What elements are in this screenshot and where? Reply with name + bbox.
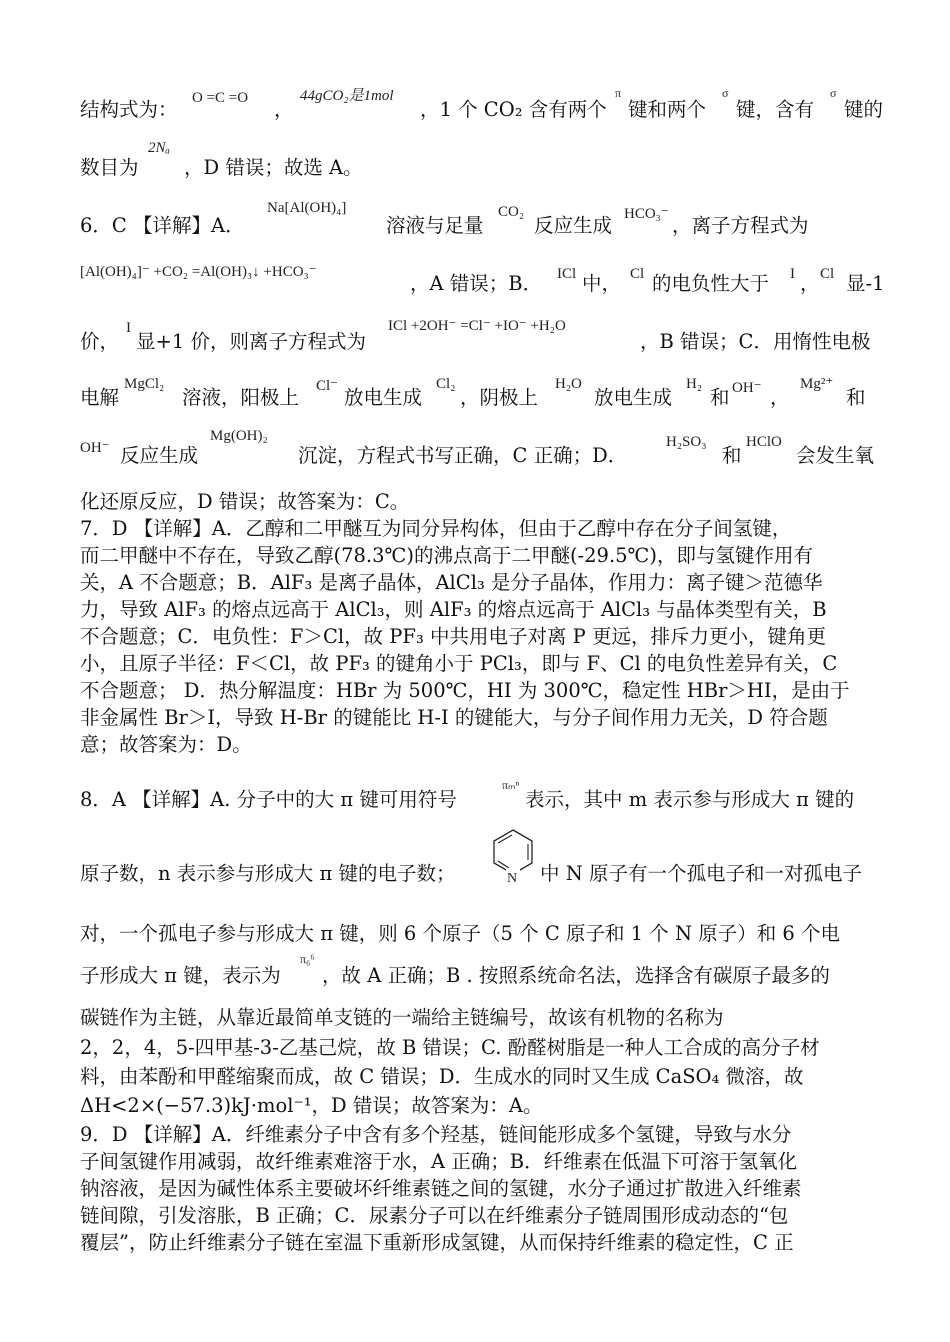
nitrogen-label: N (507, 871, 518, 886)
text-line: 键的 (844, 98, 884, 121)
text-line: 电解 (80, 386, 120, 409)
text-line: 显-1 (846, 272, 885, 295)
text-line: 9．D 【详解】A．纤维素分子中含有多个羟基，链间能形成多个氢键，导致与水分 (80, 1123, 792, 1146)
text-line: 关，A 不合题意；B．AlF₃ 是离子晶体，AlCl₃ 是分子晶体，作用力：离子键＞范德华 (80, 571, 823, 594)
text-line: 而二甲醚中不存在，导致乙醇(78.3℃)的沸点高于二甲醚(-29.5℃)，即与氢键作用有 (80, 544, 813, 567)
formula: I (790, 266, 795, 282)
text-line: ，D 错误；故选 A。 (184, 156, 363, 179)
text-line: 意；故答案为：D。 (80, 733, 252, 756)
text-line: 表示，其中 m 表示参与形成大 π 键的 (525, 788, 855, 811)
text-line: 原子数，n 表示参与形成大 π 键的电子数； (80, 862, 456, 885)
formula: CO₂ (498, 204, 525, 220)
formula: 2Nₐ (148, 140, 170, 156)
text-line: 的电负性大于 (652, 272, 770, 295)
text-line: 子间氢键作用减弱，故纤维素难溶于水，A 正确；B．纤维素在低温下可溶于氢氧化 (80, 1150, 798, 1173)
formula: Cl₂ (436, 376, 456, 392)
text-line: ΔH<2×(−57.3)kJ·mol⁻¹，D 错误；故答案为：A。 (80, 1094, 543, 1117)
formula: H₂ (686, 376, 703, 392)
formula: 44gCO₂是1mol (300, 88, 394, 104)
text-line: 溶液与足量 (386, 214, 484, 237)
text-line: 反应生成 (120, 444, 199, 467)
text-line: 7．D 【详解】A．乙醇和二甲醚互为同分异构体，但由于乙醇中存在分子间氢键， (80, 517, 792, 540)
text-line: ，A 错误；B． (410, 272, 543, 295)
text-line: 力，导致 AlF₃ 的熔点远高于 AlCl₃，则 AlF₃ 的熔点远高于 AlCl₃ 与晶体类型有关，B (80, 598, 827, 621)
formula: Mg(OH)₂ (210, 428, 268, 444)
formula: HClO (746, 434, 782, 450)
text-line: 2，2，4，5-四甲基-3-乙基己烷，故 B 错误；C. 酚醛树脂是一种人工合成的高分子材 (80, 1036, 820, 1059)
formula: ICl (557, 266, 577, 282)
text-line: 价， (80, 330, 120, 353)
text-line: ， (770, 386, 790, 409)
text-line: 料，由苯酚和甲醛缩聚而成，故 C 错误；D．生成水的同时又生成 CaSO₄ 微溶，故 (80, 1065, 804, 1088)
text-line: ，阴极上 (460, 386, 539, 409)
text-line: 溶液，阳极上 (182, 386, 300, 409)
text-line: 放电生成 (594, 386, 673, 409)
formula: O =C =O (192, 90, 249, 106)
text-line: 6．C 【详解】A． (80, 214, 245, 237)
formula: OH⁻ (732, 380, 762, 396)
text-line: ，故 A 正确；B . 按照系统命名法，选择含有碳原子最多的 (322, 964, 830, 987)
text-line: 碳链作为主链，从靠近最简单支链的一端给主链编号，故该有机物的名称为 (80, 1006, 724, 1029)
text-line: 和 (846, 386, 866, 409)
formula: πₘⁿ (502, 778, 520, 792)
pyridine-structure-image (488, 826, 538, 888)
formula: Cl (820, 266, 835, 282)
text-line: 结构式为： (80, 98, 178, 121)
text-line: 反应生成 (534, 214, 613, 237)
text-line: 中， (582, 272, 622, 295)
formula: σ (722, 86, 729, 100)
text-line: 键和两个 (628, 98, 707, 121)
text-line: ，离子方程式为 (672, 214, 809, 237)
formula: [Al(OH)₄]⁻ +CO₂ =Al(OH)₃↓ +HCO₃⁻ (80, 264, 317, 280)
text-line: 中 N 原子有一个孤电子和一对孤电子 (540, 862, 862, 885)
text-line: 8．A 【详解】A. 分子中的大 π 键可用符号 (80, 788, 457, 811)
text-line: 数目为 (80, 156, 139, 179)
text-line: 会发生氧 (796, 444, 875, 467)
text-line: 不合题意；C．电负性：F＞Cl，故 PF₃ 中共用电子对离 P 更远，排斥力更小，键角更 (80, 625, 826, 648)
formula: σ (830, 86, 837, 100)
text-line: 沉淀，方程式书写正确，C 正确；D． (298, 444, 628, 467)
formula: OH⁻ (80, 440, 110, 456)
formula: Na[Al(OH)₄] (267, 200, 347, 216)
text-line: 放电生成 (344, 386, 423, 409)
text-line: 化还原反应，D 错误；故答案为：C。 (80, 490, 410, 513)
text-line: ，1 个 CO₂ 含有两个 (420, 98, 607, 121)
text-line: ，B 错误；C．用惰性电极 (640, 330, 871, 353)
text-line: 子形成大 π 键，表示为 (80, 964, 281, 987)
text-line: 显+1 价，则离子方程式为 (136, 330, 366, 353)
formula: MgCl₂ (124, 376, 165, 392)
formula: π₆⁶ (300, 952, 315, 966)
formula: π (615, 86, 622, 100)
text-line: ， (800, 272, 820, 295)
formula: Mg²⁺ (800, 376, 834, 392)
text-line: 非金属性 Br＞I，导致 H-Br 的键能比 H-I 的键能大，与分子间作用力无关，D 符合题 (80, 706, 828, 729)
text-line: 小，且原子半径：F＜Cl，故 PF₃ 的键角小于 PCl₃，即与 F、Cl 的电负性差异有关，C (80, 652, 838, 675)
text-line: 不合题意； D．热分解温度：HBr 为 500℃，HI 为 300℃，稳定性 HBr＞HI，是由于 (80, 679, 850, 702)
text-line: 和 (710, 386, 730, 409)
formula: ICl +2OH⁻ =Cl⁻ +IO⁻ +H₂O (388, 318, 566, 334)
formula: I (126, 320, 131, 336)
text-line: 键，含有 (736, 98, 815, 121)
formula: H₂SO₃ (666, 434, 707, 450)
formula: H₂O (555, 376, 582, 392)
text-line: 钠溶液，是因为碱性体系主要破坏纤维素链之间的氢键，水分子通过扩散进入纤维素 (80, 1177, 802, 1200)
text-line: 和 (722, 444, 742, 467)
text-line: 链间隙，引发溶胀，B 正确；C．尿素分子可以在纤维素分子链周围形成动态的“包 (80, 1204, 789, 1227)
formula: HCO₃⁻ (624, 206, 669, 222)
formula: Cl⁻ (316, 378, 339, 394)
formula: Cl (630, 266, 645, 282)
text-line: 对，一个孤电子参与形成大 π 键，则 6 个原子（5 个 C 原子和 1 个 N 原子）和 6 个电 (80, 922, 841, 945)
text-line: 覆层”，防止纤维素分子链在室温下重新形成氢键，从而保持纤维素的稳定性，C 正 (80, 1231, 794, 1254)
text-line: ， (274, 98, 294, 121)
